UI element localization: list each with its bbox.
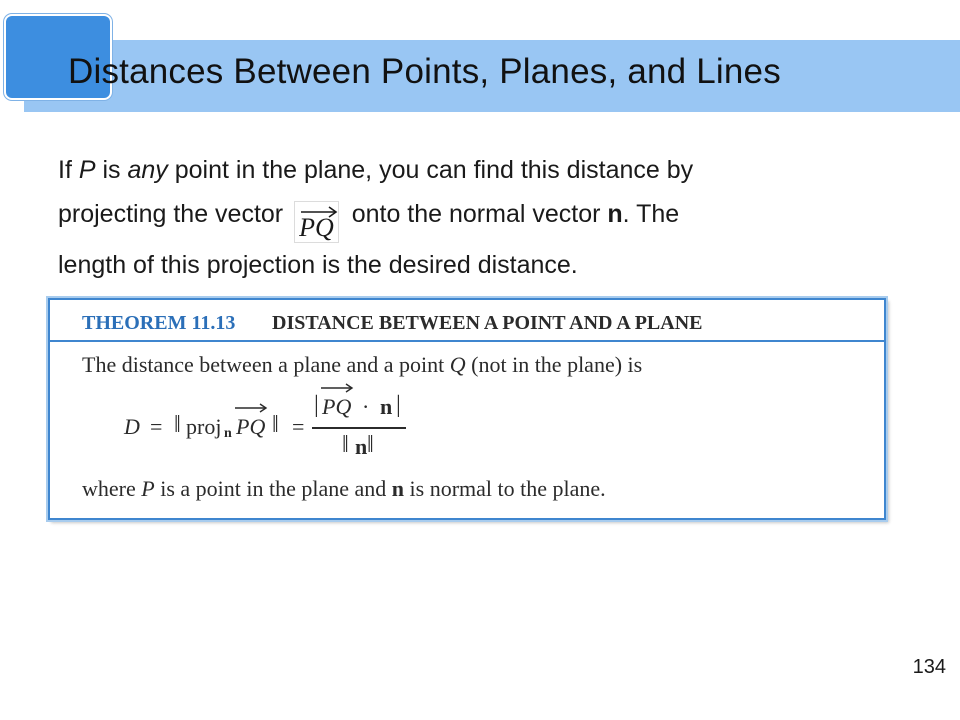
distance-formula xyxy=(122,392,442,468)
page-number: 134 xyxy=(912,656,946,678)
fraction-bar xyxy=(312,427,406,429)
dot-operator: · xyxy=(362,394,370,419)
theorem-statement: The distance between a plane and a point Q (not in the plane) is xyxy=(82,352,643,377)
denominator-n: n xyxy=(355,434,368,459)
bold-n: n xyxy=(607,200,623,228)
vector-PQ-inline: PQ xyxy=(294,201,339,243)
paragraph-line-3: length of this projection is the desired distance. xyxy=(58,251,578,279)
norm-bars-left: ‖ xyxy=(174,412,181,438)
theorem-box xyxy=(48,298,886,520)
norm-bars-right: ‖ xyxy=(272,412,279,438)
formula-proj-sub: n xyxy=(224,426,232,441)
denominator-norm-right: ‖ xyxy=(367,432,374,458)
paragraph-line-1: If P is any point in the plane, you can find this distance by xyxy=(58,156,694,184)
body-paragraph xyxy=(58,148,888,287)
abs-bar-right: | xyxy=(396,392,401,418)
formula-proj: proj xyxy=(186,414,222,439)
formula-equals-2: = xyxy=(292,414,305,439)
theorem-number: THEOREM 11.13 xyxy=(82,312,236,334)
theorem-header xyxy=(50,300,884,342)
vector-arrow-icon xyxy=(234,402,268,414)
formula-vector-PQ: PQ xyxy=(236,414,266,439)
numerator-vector-PQ: PQ xyxy=(322,394,352,419)
vector-arrow-icon xyxy=(320,382,354,394)
denominator-norm-left: ‖ xyxy=(342,432,349,458)
emphasis-any: any xyxy=(127,156,168,184)
theorem-title: DISTANCE BETWEEN A POINT AND A PLANE xyxy=(272,312,703,334)
theorem-where-clause: where P is a point in the plane and n is normal to the plane. xyxy=(82,476,606,501)
var-P: P xyxy=(78,156,96,184)
abs-bar-left: | xyxy=(314,392,319,418)
paragraph-line-2: projecting the vector PQ onto the normal vector n. The xyxy=(58,200,680,242)
formula-equals-1: = xyxy=(150,414,163,439)
formula-D: D xyxy=(124,414,140,439)
slide-title: Distances Between Points, Planes, and Lines xyxy=(68,52,781,91)
numerator-n: n xyxy=(380,394,393,419)
